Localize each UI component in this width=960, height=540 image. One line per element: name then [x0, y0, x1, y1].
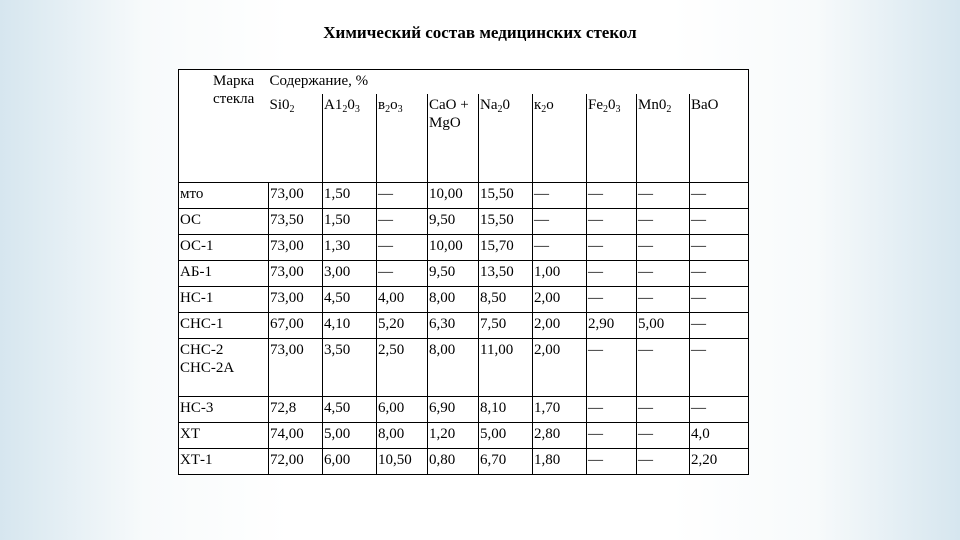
component-subscript: 3 — [354, 104, 360, 115]
grade-cell — [179, 209, 269, 235]
value-cell: 0,80 — [428, 449, 479, 475]
table-row — [179, 423, 749, 449]
grade-cell — [179, 449, 269, 475]
table-row — [179, 397, 749, 423]
value-cell: — — [587, 209, 637, 235]
value-cell: 73,00 — [269, 287, 323, 313]
value-cell: 8,50 — [479, 287, 533, 313]
grade-cell — [179, 235, 269, 261]
value-cell: — — [690, 183, 749, 209]
table-row — [179, 183, 749, 209]
value-cell: — — [587, 339, 637, 397]
component-subscript: 2 — [603, 104, 608, 115]
value-cell: — — [690, 235, 749, 261]
component-subscript: 3 — [397, 104, 403, 115]
value-cell: 6,00 — [377, 397, 428, 423]
grade-text: НС-1 — [180, 290, 214, 306]
table-row — [179, 449, 749, 475]
value-cell: 10,00 — [428, 183, 479, 209]
value-cell: 4,0 — [690, 423, 749, 449]
value-cell: 1,00 — [533, 261, 587, 287]
value-cell: 2,50 — [377, 339, 428, 397]
value-cell: 7,50 — [479, 313, 533, 339]
component-text: 0 — [502, 97, 510, 113]
component-text: Na — [480, 97, 498, 113]
component-subscript: 2 — [497, 104, 503, 115]
value-cell: 73,00 — [269, 339, 323, 397]
grade-text: мто — [180, 186, 204, 202]
value-cell: — — [690, 339, 749, 397]
value-cell: 9,50 — [428, 261, 479, 287]
grade-text: ОС-1 — [180, 238, 214, 254]
value-cell: 72,8 — [269, 397, 323, 423]
value-cell: 1,50 — [323, 183, 377, 209]
value-cell: — — [690, 261, 749, 287]
value-cell: — — [637, 287, 690, 313]
component-text: 0 — [608, 97, 616, 113]
component-text: CaO + MgO — [429, 97, 469, 131]
value-cell: 9,50 — [428, 209, 479, 235]
grade-cell — [179, 261, 269, 287]
value-cell: 1,30 — [323, 235, 377, 261]
value-cell: — — [533, 235, 587, 261]
table-row — [179, 261, 749, 287]
grade-text: СНС-2 — [180, 342, 224, 358]
value-cell: — — [637, 449, 690, 475]
component-subscript: 2 — [666, 104, 672, 115]
component-text: Mn0 — [638, 97, 667, 113]
component-header — [587, 94, 637, 183]
grade-text: ХТ-1 — [180, 452, 213, 468]
table-row — [179, 313, 749, 339]
value-cell: — — [637, 339, 690, 397]
value-cell: 74,00 — [269, 423, 323, 449]
component-text: Si0 — [269, 97, 290, 113]
component-header — [637, 94, 690, 183]
value-cell: — — [637, 397, 690, 423]
value-cell: 8,00 — [377, 423, 428, 449]
grade-text: СНС-2А — [180, 360, 235, 376]
grade-cell — [179, 423, 269, 449]
grade-text: НС-3 — [180, 400, 214, 416]
component-text: Fe — [588, 97, 603, 113]
content-header: Содержание, % — [269, 70, 749, 95]
value-cell: 1,70 — [533, 397, 587, 423]
value-cell: — — [587, 235, 637, 261]
component-header — [428, 94, 479, 183]
component-text: о — [390, 97, 398, 113]
value-cell: 2,20 — [690, 449, 749, 475]
value-cell: 6,00 — [323, 449, 377, 475]
table-row — [179, 209, 749, 235]
value-cell: 2,90 — [587, 313, 637, 339]
value-cell: — — [637, 235, 690, 261]
grade-text: АБ-1 — [180, 264, 212, 280]
value-cell: 73,00 — [269, 235, 323, 261]
value-cell: — — [690, 287, 749, 313]
value-cell: 72,00 — [269, 449, 323, 475]
value-cell: — — [533, 183, 587, 209]
value-cell: 5,00 — [637, 313, 690, 339]
value-cell: 2,00 — [533, 339, 587, 397]
grade-cell — [179, 397, 269, 423]
value-cell: 67,00 — [269, 313, 323, 339]
grade-cell — [179, 339, 269, 397]
value-cell: 5,00 — [479, 423, 533, 449]
value-cell: 1,50 — [323, 209, 377, 235]
glass-composition-table — [178, 69, 749, 475]
value-cell: 8,10 — [479, 397, 533, 423]
component-text: о — [546, 97, 554, 113]
grade-header-line2: стекла — [213, 91, 255, 107]
value-cell: 2,00 — [533, 287, 587, 313]
value-cell: 15,70 — [479, 235, 533, 261]
value-cell: 5,20 — [377, 313, 428, 339]
value-cell: — — [637, 209, 690, 235]
value-cell: 4,50 — [323, 287, 377, 313]
grade-cell — [179, 287, 269, 313]
component-header — [479, 94, 533, 183]
value-cell: — — [377, 183, 428, 209]
grade-header-line1: Марка — [213, 73, 255, 89]
value-cell: — — [587, 449, 637, 475]
component-subscript: 2 — [289, 104, 295, 115]
value-cell: 3,50 — [323, 339, 377, 397]
value-cell: 10,00 — [428, 235, 479, 261]
value-cell: 8,00 — [428, 287, 479, 313]
value-cell: 8,00 — [428, 339, 479, 397]
component-text: 0 — [347, 97, 355, 113]
value-cell: 1,80 — [533, 449, 587, 475]
grade-header — [179, 70, 269, 183]
value-cell: — — [587, 261, 637, 287]
table-row — [179, 287, 749, 313]
value-cell: — — [587, 397, 637, 423]
component-subscript: 2 — [385, 104, 391, 115]
grade-text: ОС — [180, 212, 202, 228]
component-subscript: 3 — [615, 104, 621, 115]
value-cell: — — [637, 423, 690, 449]
grade-cell — [179, 313, 269, 339]
value-cell: — — [587, 287, 637, 313]
value-cell: 15,50 — [479, 183, 533, 209]
value-cell: — — [690, 209, 749, 235]
value-cell: 4,10 — [323, 313, 377, 339]
value-cell: 6,70 — [479, 449, 533, 475]
value-cell: — — [690, 313, 749, 339]
value-cell: 15,50 — [479, 209, 533, 235]
value-cell: — — [637, 183, 690, 209]
value-cell: — — [587, 423, 637, 449]
value-cell: 73,00 — [269, 261, 323, 287]
value-cell: 6,30 — [428, 313, 479, 339]
table-row — [179, 339, 749, 397]
component-header — [533, 94, 587, 183]
value-cell: 4,00 — [377, 287, 428, 313]
grade-text: ХТ — [180, 426, 200, 442]
value-cell: — — [377, 235, 428, 261]
value-cell: — — [533, 209, 587, 235]
value-cell: — — [637, 261, 690, 287]
value-cell: 10,50 — [377, 449, 428, 475]
value-cell: 73,00 — [269, 183, 323, 209]
page-title: Химический состав медицинских стекол — [323, 23, 637, 42]
value-cell: 2,80 — [533, 423, 587, 449]
component-header — [690, 94, 749, 183]
component-text: BaO — [691, 97, 719, 113]
value-cell: 3,00 — [323, 261, 377, 287]
grade-cell — [179, 183, 269, 209]
value-cell: — — [690, 397, 749, 423]
table-row — [179, 235, 749, 261]
value-cell: 1,20 — [428, 423, 479, 449]
grade-text: СНС-1 — [180, 316, 224, 332]
value-cell: 5,00 — [323, 423, 377, 449]
component-header — [323, 94, 377, 183]
value-cell: 6,90 — [428, 397, 479, 423]
value-cell: 73,50 — [269, 209, 323, 235]
value-cell: — — [587, 183, 637, 209]
component-header — [269, 94, 323, 183]
value-cell: — — [377, 261, 428, 287]
value-cell: — — [377, 209, 428, 235]
value-cell: 13,50 — [479, 261, 533, 287]
value-cell: 11,00 — [479, 339, 533, 397]
value-cell: 2,00 — [533, 313, 587, 339]
component-subscript: 2 — [342, 104, 348, 115]
component-subscript: 2 — [541, 104, 547, 115]
component-text: в — [378, 97, 386, 113]
component-header — [377, 94, 428, 183]
component-text: к — [534, 97, 542, 113]
component-text: A1 — [324, 97, 343, 113]
value-cell: 4,50 — [323, 397, 377, 423]
